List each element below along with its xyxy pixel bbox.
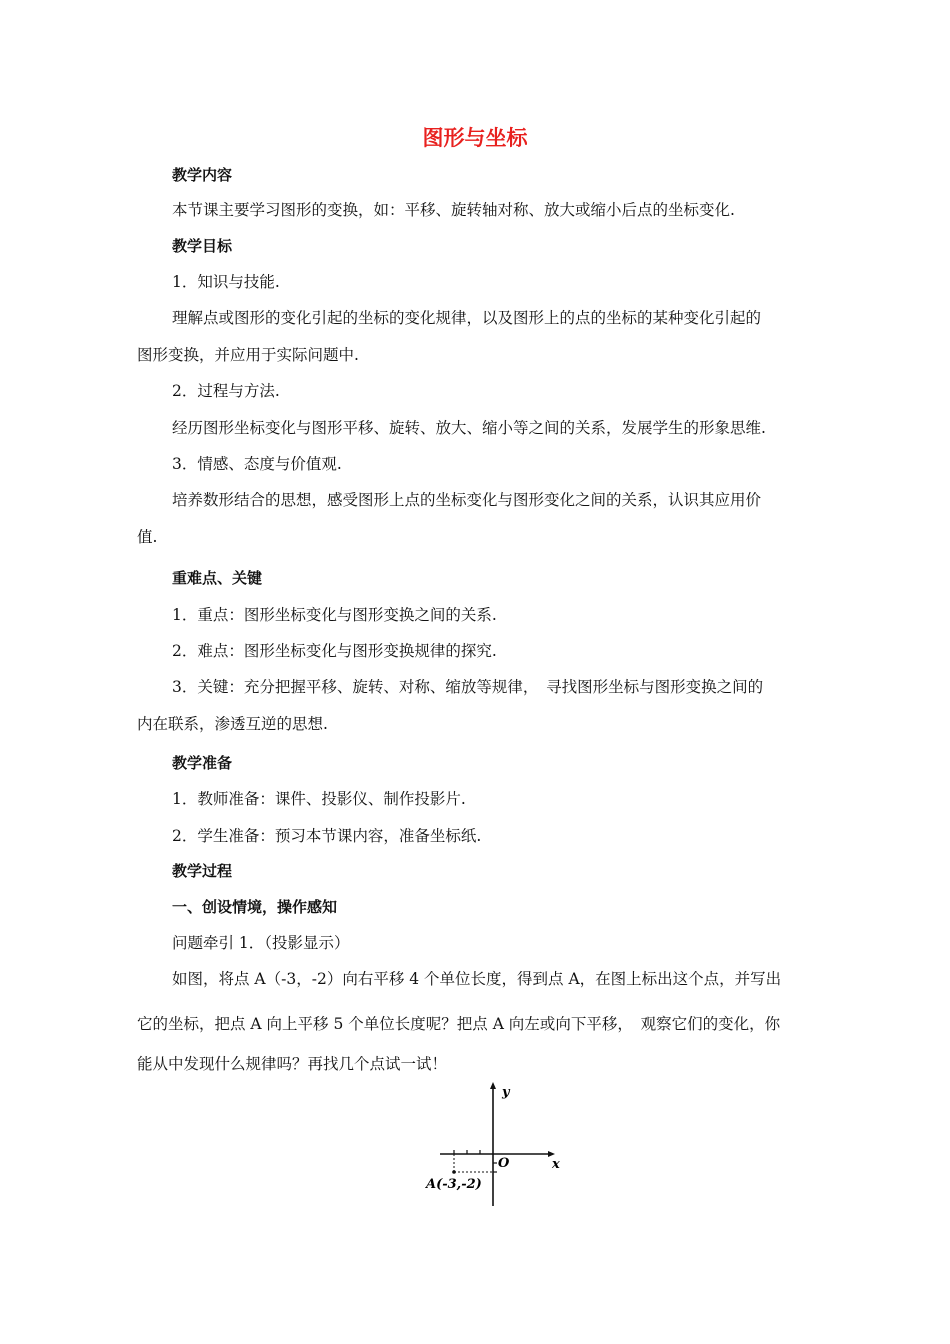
- point-a: [452, 1170, 456, 1174]
- prep1: 1．教师准备：课件、投影仪、制作投影片.: [172, 790, 466, 808]
- heading-content: 教学内容: [172, 166, 233, 184]
- question-intro: 问题牵引 1．（投影显示）: [172, 934, 350, 952]
- x-label: x: [552, 1157, 560, 1172]
- goal1: 1．知识与技能.: [172, 273, 280, 291]
- page-title: 图形与坐标: [422, 126, 528, 150]
- y-label: y: [502, 1085, 510, 1100]
- key3-b: 内在联系，渗透互逆的思想.: [137, 715, 328, 733]
- y-arrow-icon: [490, 1082, 496, 1089]
- goal2: 2．过程与方法.: [172, 382, 280, 400]
- goal1-text-b: 图形变换，并应用于实际问题中.: [137, 346, 359, 364]
- goal3: 3．情感、态度与价值观.: [172, 455, 342, 473]
- key3-a: 3．关键：充分把握平移、旋转、对称、缩放等规律， 寻找图形坐标与图形变换之间的: [172, 678, 764, 696]
- coordinate-figure: [420, 1078, 570, 1208]
- heading-key-points: 重难点、关键: [172, 569, 263, 587]
- heading-goals: 教学目标: [172, 237, 233, 255]
- heading-preparation: 教学准备: [172, 754, 233, 772]
- key2: 2．难点：图形坐标变化与图形变换规律的探究.: [172, 642, 497, 660]
- heading-process: 教学过程: [172, 862, 233, 880]
- content-text: 本节课主要学习图形的变换，如：平移、旋转轴对称、放大或缩小后点的坐标变化.: [172, 201, 735, 219]
- prep2: 2．学生准备：预习本节课内容，准备坐标纸.: [172, 827, 482, 845]
- heading-step1: 一、创设情境，操作感知: [172, 898, 338, 916]
- question-text-a: 如图，将点 A（-3，-2）向右平移 4 个单位长度，得到点 A，在图上标出这个点，并写出: [172, 970, 782, 988]
- origin-label: O: [498, 1156, 510, 1171]
- goal2-text: 经历图形坐标变化与图形平移、旋转、放大、缩小等之间的关系，发展学生的形象思维.: [172, 419, 766, 437]
- key1: 1．重点：图形坐标变化与图形变换之间的关系.: [172, 606, 497, 624]
- goal3-text-a: 培养数形结合的思想，感受图形上点的坐标变化与图形变化之间的关系，认识其应用价: [172, 491, 762, 509]
- goal3-text-b: 值.: [137, 528, 158, 546]
- point-a-label: A(-3,-2): [426, 1177, 482, 1192]
- question-text-c: 能从中发现什么规律吗？再找几个点试一试！: [137, 1055, 448, 1073]
- question-text-b: 它的坐标，把点 A 向上平移 5 个单位长度呢？把点 A 向左或向下平移， 观察它们的变化，你: [137, 1015, 781, 1033]
- goal1-text-a: 理解点或图形的变化引起的坐标的变化规律，以及图形上的点的坐标的某种变化引起的: [172, 309, 762, 327]
